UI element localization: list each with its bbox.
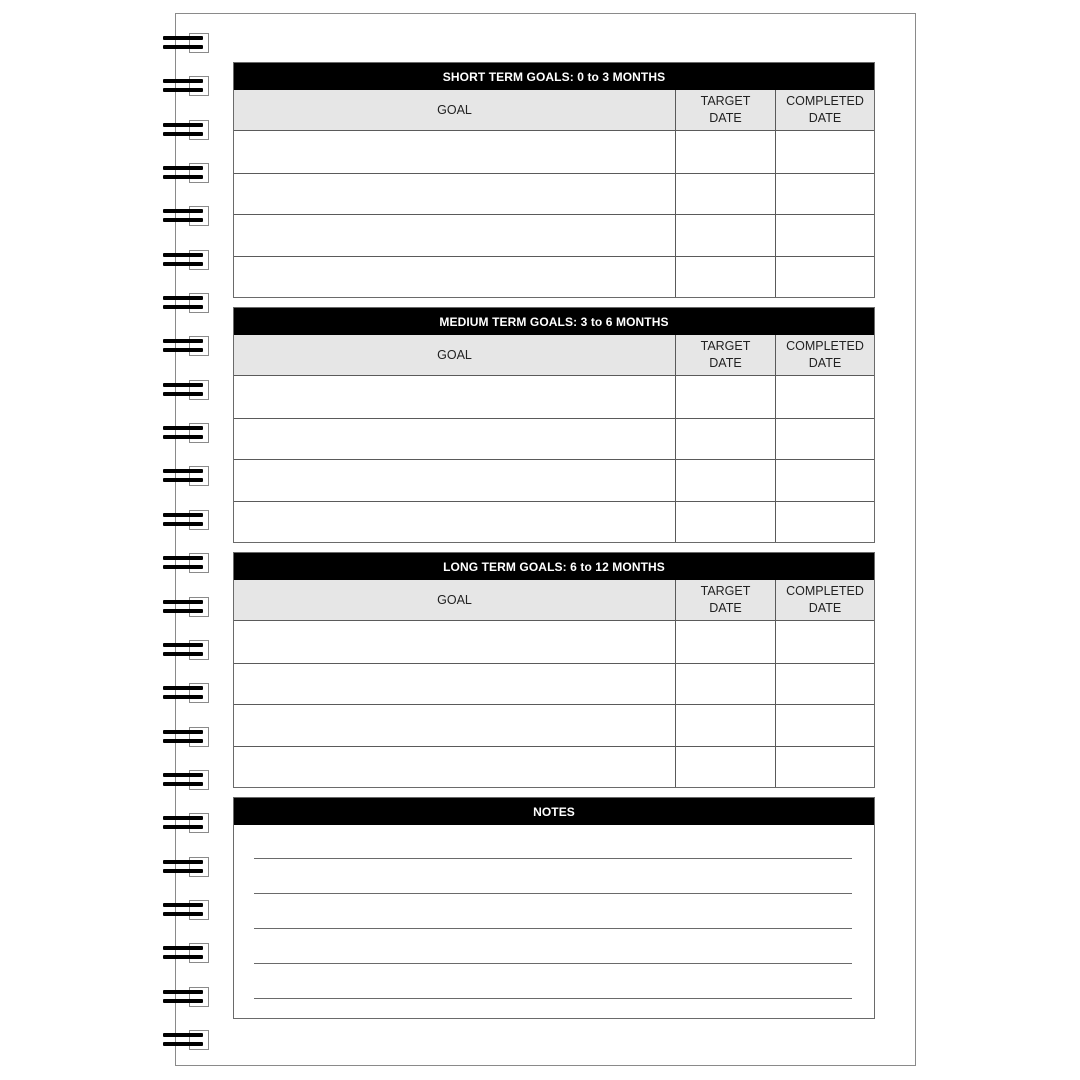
table-row xyxy=(234,663,874,705)
target-date-cell[interactable] xyxy=(675,419,775,460)
table-row xyxy=(234,621,874,663)
wire xyxy=(163,392,203,396)
goal-column-header: GOAL xyxy=(437,102,472,117)
wire xyxy=(163,1042,203,1046)
target-date-cell[interactable] xyxy=(675,460,775,501)
spiral-ring xyxy=(163,423,209,443)
goal-cell[interactable] xyxy=(234,131,675,173)
table-row xyxy=(234,704,874,746)
notes-title: NOTES xyxy=(234,798,874,825)
completed-date-cell[interactable] xyxy=(775,460,874,501)
goal-cell[interactable] xyxy=(234,460,675,501)
target-date-cell[interactable] xyxy=(675,174,775,215)
wire xyxy=(163,652,203,656)
spiral-ring xyxy=(163,293,209,313)
spiral-ring xyxy=(163,206,209,226)
target-date-column-header: TARGET DATE xyxy=(675,580,775,620)
spiral-ring xyxy=(163,250,209,270)
wire xyxy=(163,990,203,994)
spiral-ring xyxy=(163,900,209,920)
target-date-cell[interactable] xyxy=(675,705,775,746)
goal-cell[interactable] xyxy=(234,257,675,298)
wire xyxy=(163,469,203,473)
wire xyxy=(163,946,203,950)
completed-date-cell[interactable] xyxy=(775,215,874,256)
wire xyxy=(163,609,203,613)
wire xyxy=(163,426,203,430)
spiral-ring xyxy=(163,640,209,660)
wire xyxy=(163,556,203,560)
wire xyxy=(163,305,203,309)
table-row xyxy=(234,501,874,543)
goal-column-header: GOAL xyxy=(437,347,472,362)
section-title: MEDIUM TERM GOALS: 3 to 6 MONTHS xyxy=(234,308,874,335)
completed-date-cell[interactable] xyxy=(775,131,874,173)
wire xyxy=(163,1033,203,1037)
wire xyxy=(163,773,203,777)
wire xyxy=(163,816,203,820)
wire xyxy=(163,45,203,49)
table-row xyxy=(234,173,874,215)
wire xyxy=(163,253,203,257)
wire xyxy=(163,730,203,734)
completed-date-cell[interactable] xyxy=(775,376,874,418)
spiral-ring xyxy=(163,813,209,833)
note-line[interactable] xyxy=(254,998,852,999)
spiral-ring xyxy=(163,1030,209,1050)
column-header-row xyxy=(234,90,874,131)
wire xyxy=(163,88,203,92)
spiral-ring xyxy=(163,597,209,617)
short-term-goals-table xyxy=(233,62,875,298)
completed-date-cell[interactable] xyxy=(775,174,874,215)
section-title: LONG TERM GOALS: 6 to 12 MONTHS xyxy=(234,553,874,580)
wire xyxy=(163,218,203,222)
wire xyxy=(163,903,203,907)
completed-date-column-header: COMPLETED DATE xyxy=(775,580,874,620)
table-row xyxy=(234,214,874,256)
spiral-ring xyxy=(163,857,209,877)
medium-term-goals-table xyxy=(233,307,875,543)
wire xyxy=(163,175,203,179)
table-row xyxy=(234,459,874,501)
spiral-ring xyxy=(163,510,209,530)
target-date-cell[interactable] xyxy=(675,747,775,788)
spiral-ring xyxy=(163,770,209,790)
wire xyxy=(163,123,203,127)
completed-date-cell[interactable] xyxy=(775,747,874,788)
wire xyxy=(163,296,203,300)
target-date-cell[interactable] xyxy=(675,621,775,663)
column-header-row xyxy=(234,580,874,621)
wire xyxy=(163,262,203,266)
target-date-cell[interactable] xyxy=(675,502,775,543)
section-title: SHORT TERM GOALS: 0 to 3 MONTHS xyxy=(234,63,874,90)
note-line[interactable] xyxy=(254,893,852,894)
wire xyxy=(163,565,203,569)
table-row xyxy=(234,418,874,460)
wire xyxy=(163,860,203,864)
wire xyxy=(163,522,203,526)
wire xyxy=(163,825,203,829)
completed-date-cell[interactable] xyxy=(775,621,874,663)
goal-column-header: GOAL xyxy=(437,592,472,607)
wire xyxy=(163,869,203,873)
wire xyxy=(163,478,203,482)
wire xyxy=(163,513,203,517)
goal-cell[interactable] xyxy=(234,747,675,788)
completed-date-column-header: COMPLETED DATE xyxy=(775,90,874,130)
wire xyxy=(163,782,203,786)
spiral-ring xyxy=(163,466,209,486)
goal-cell[interactable] xyxy=(234,621,675,663)
wire xyxy=(163,132,203,136)
notes-area[interactable] xyxy=(234,825,874,1018)
spiral-ring xyxy=(163,120,209,140)
target-date-column-header: TARGET DATE xyxy=(675,90,775,130)
wire xyxy=(163,339,203,343)
spiral-ring xyxy=(163,76,209,96)
spiral-ring xyxy=(163,33,209,53)
wire xyxy=(163,739,203,743)
goal-cell[interactable] xyxy=(234,664,675,705)
spiral-ring xyxy=(163,163,209,183)
goal-cell[interactable] xyxy=(234,705,675,746)
table-row xyxy=(234,131,874,173)
completed-date-cell[interactable] xyxy=(775,419,874,460)
target-date-column-header: TARGET DATE xyxy=(675,335,775,375)
notes-box xyxy=(233,797,875,1019)
goal-cell[interactable] xyxy=(234,215,675,256)
wire xyxy=(163,383,203,387)
spiral-ring xyxy=(163,987,209,1007)
note-line[interactable] xyxy=(254,928,852,929)
wire xyxy=(163,79,203,83)
long-term-goals-table xyxy=(233,552,875,788)
goal-cell[interactable] xyxy=(234,502,675,543)
wire xyxy=(163,600,203,604)
column-header-row xyxy=(234,335,874,376)
wire xyxy=(163,999,203,1003)
spiral-ring xyxy=(163,553,209,573)
target-date-cell[interactable] xyxy=(675,376,775,418)
target-date-cell[interactable] xyxy=(675,664,775,705)
completed-date-cell[interactable] xyxy=(775,705,874,746)
spiral-ring xyxy=(163,336,209,356)
wire xyxy=(163,912,203,916)
note-line[interactable] xyxy=(254,963,852,964)
completed-date-cell[interactable] xyxy=(775,257,874,298)
target-date-cell[interactable] xyxy=(675,215,775,256)
wire xyxy=(163,955,203,959)
wire xyxy=(163,643,203,647)
spiral-ring xyxy=(163,380,209,400)
completed-date-cell[interactable] xyxy=(775,502,874,543)
wire xyxy=(163,36,203,40)
target-date-cell[interactable] xyxy=(675,131,775,173)
wire xyxy=(163,209,203,213)
completed-date-cell[interactable] xyxy=(775,664,874,705)
goal-cell[interactable] xyxy=(234,419,675,460)
completed-date-column-header: COMPLETED DATE xyxy=(775,335,874,375)
spiral-ring xyxy=(163,943,209,963)
wire xyxy=(163,348,203,352)
goal-cell[interactable] xyxy=(234,174,675,215)
table-row xyxy=(234,256,874,298)
wire xyxy=(163,166,203,170)
wire xyxy=(163,695,203,699)
target-date-cell[interactable] xyxy=(675,257,775,298)
wire xyxy=(163,686,203,690)
table-row xyxy=(234,746,874,788)
note-line[interactable] xyxy=(254,858,852,859)
spiral-ring xyxy=(163,683,209,703)
spiral-ring xyxy=(163,727,209,747)
wire xyxy=(163,435,203,439)
goal-cell[interactable] xyxy=(234,376,675,418)
table-row xyxy=(234,376,874,418)
